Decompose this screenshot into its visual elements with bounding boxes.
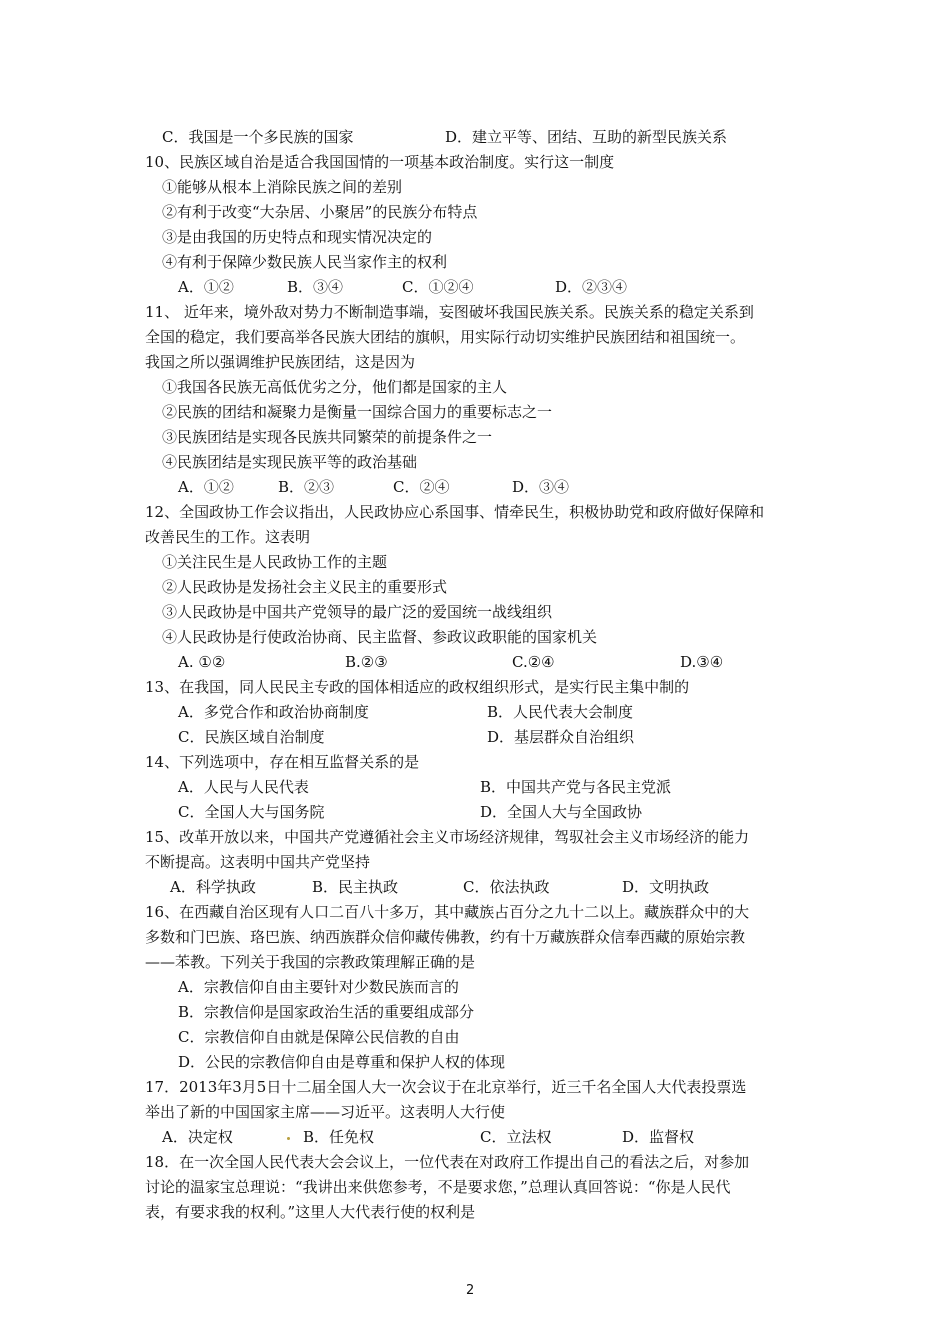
q16-stem-line-3: ——苯教。下列关于我国的宗教政策理解正确的是: [145, 953, 476, 971]
q16-option-c: C．宗教信仰自由就是保障公民信教的自由: [178, 1028, 460, 1046]
q12-item-4: ④人民政协是行使政治协商、民主监督、参政议政职能的国家机关: [162, 628, 598, 646]
q11-stem-line-3: 我国之所以强调维护民族团结，这是因为: [145, 353, 416, 371]
q10-item-3: ③是由我国的历史特点和现实情况决定的: [162, 228, 433, 246]
q12-option-d: D.③④: [680, 653, 724, 671]
q17-stem-line-2: 举出了新的中国国家主席——习近平。这表明人大行使: [145, 1103, 506, 1121]
q10-stem: 10、民族区域自治是适合我国国情的一项基本政治制度。实行这一制度: [145, 153, 615, 171]
q16-option-a: A．宗教信仰自由主要针对少数民族而言的: [178, 978, 459, 996]
q18-stem-line-2: 讨论的温家宝总理说：“我讲出来供您参考，不是要求您，”总理认真回答说：“你是人民代: [145, 1178, 731, 1196]
q15-option-a: A．科学执政: [170, 878, 256, 896]
q13-option-d: D．基层群众自治组织: [487, 728, 635, 746]
q16-option-b: B．宗教信仰是国家政治生活的重要组成部分: [178, 1003, 475, 1021]
q11-item-2: ②民族的团结和凝聚力是衡量一国综合国力的重要标志之一: [162, 403, 553, 421]
q14-option-d: D．全国人大与全国政协: [480, 803, 643, 821]
q11-option-c: C．②④: [393, 478, 450, 496]
q13-option-c: C．民族区域自治制度: [178, 728, 325, 746]
q14-option-b: B．中国共产党与各民主党派: [480, 778, 672, 796]
q10-option-c: C．①②④: [402, 278, 474, 296]
q15-option-b: B．民主执政: [312, 878, 399, 896]
q12-option-a: A. ①②: [178, 653, 226, 671]
q10-item-1: ①能够从根本上消除民族之间的差别: [162, 178, 403, 196]
q17-option-c: C．立法权: [480, 1128, 552, 1146]
q11-option-b: B．②③: [278, 478, 335, 496]
q13-option-b: B．人民代表大会制度: [487, 703, 634, 721]
q12-item-1: ①关注民生是人民政协工作的主题: [162, 553, 388, 571]
q12-option-b: B.②③: [345, 653, 388, 671]
q12-stem-line-1: 12、全国政协工作会议指出，人民政协应心系国事、情牵民生，积极协助党和政府做好保障和: [145, 503, 765, 521]
q12-item-3: ③人民政协是中国共产党领导的最广泛的爱国统一战线组织: [162, 603, 553, 621]
q17-option-b: B．任免权: [303, 1128, 375, 1146]
q10-option-d: D．②③④: [555, 278, 628, 296]
stray-dot-mark: [287, 1137, 290, 1140]
q18-stem-line-1: 18．在一次全国人民代表大会会议上，一位代表在对政府工作提出自己的看法之后，对参加: [145, 1153, 750, 1171]
q11-stem-line-1: 11、 近年来，境外敌对势力不断制造事端，妄图破坏我国民族关系。民族关系的稳定关系到: [145, 303, 754, 321]
page-number: 2: [466, 1283, 475, 1298]
q11-item-3: ③民族团结是实现各民族共同繁荣的前提条件之一: [162, 428, 493, 446]
q16-stem-line-2: 多数和门巴族、珞巴族、纳西族群众信仰藏传佛教，约有十万藏族群众信奉西藏的原始宗教: [145, 928, 746, 946]
q13-option-a: A．多党合作和政治协商制度: [178, 703, 369, 721]
q16-option-d: D．公民的宗教信仰自由是尊重和保护人权的体现: [178, 1053, 506, 1071]
q15-stem-line-2: 不断提高。这表明中国共产党坚持: [145, 853, 371, 871]
q11-option-d: D．③④: [512, 478, 570, 496]
q10-option-b: B．③④: [287, 278, 344, 296]
q11-stem-line-2: 全国的稳定，我们要高举各民族大团结的旗帜，用实际行动切实维护民族团结和祖国统一。: [145, 328, 746, 346]
q9-option-c: C．我国是一个多民族的国家: [162, 128, 354, 146]
q15-stem-line-1: 15、改革开放以来，中国共产党遵循社会主义市场经济规律，驾驭社会主义市场经济的能力: [145, 828, 750, 846]
q14-option-c: C．全国人大与国务院: [178, 803, 325, 821]
q18-stem-line-3: 表，有要求我的权利。”这里人大代表行使的权利是: [145, 1203, 476, 1221]
q14-option-a: A．人民与人民代表: [178, 778, 309, 796]
q17-option-a: A．决定权: [162, 1128, 233, 1146]
q12-option-c: C.②④: [512, 653, 555, 671]
q15-option-d: D．文明执政: [622, 878, 710, 896]
q12-item-2: ②人民政协是发扬社会主义民主的重要形式: [162, 578, 448, 596]
q12-stem-line-2: 改善民生的工作。这表明: [145, 528, 311, 546]
q15-option-c: C．依法执政: [463, 878, 550, 896]
q11-item-4: ④民族团结是实现民族平等的政治基础: [162, 453, 418, 471]
q17-stem-line-1: 17．2013年3月5日十二届全国人大一次会议于在北京举行，近三千名全国人大代表投票选: [145, 1078, 747, 1096]
q10-item-2: ②有利于改变“大杂居、小聚居”的民族分布特点: [162, 203, 478, 221]
q14-stem: 14、下列选项中，存在相互监督关系的是: [145, 753, 420, 771]
q16-stem-line-1: 16、在西藏自治区现有人口二百八十多万，其中藏族占百分之九十二以上。藏族群众中的大: [145, 903, 750, 921]
q11-option-a: A．①②: [178, 478, 234, 496]
q10-option-a: A．①②: [178, 278, 234, 296]
q11-item-1: ①我国各民族无高低优劣之分，他们都是国家的主人: [162, 378, 508, 396]
q17-option-d: D．监督权: [622, 1128, 695, 1146]
q10-item-4: ④有利于保障少数民族人民当家作主的权利: [162, 253, 448, 271]
q9-option-d: D．建立平等、团结、互助的新型民族关系: [445, 128, 728, 146]
q13-stem: 13、在我国，同人民民主专政的国体相适应的政权组织形式，是实行民主集中制的: [145, 678, 690, 696]
